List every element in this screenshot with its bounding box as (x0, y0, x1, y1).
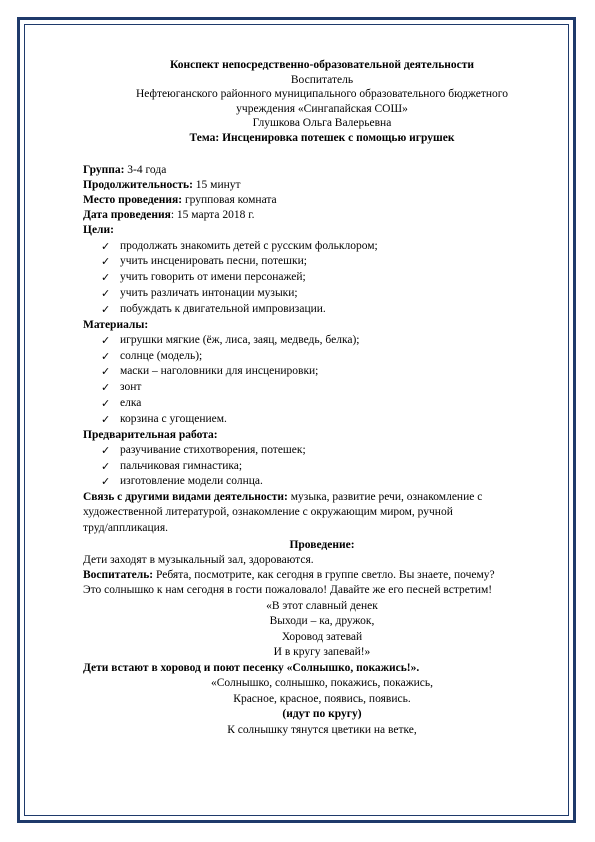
list-item: ✓ игрушки мягкие (ёж, лиса, заяц, медведь, белка); (101, 333, 360, 347)
checkmark-icon: ✓ (101, 381, 111, 395)
checkmark-icon: ✓ (101, 349, 111, 363)
poem-line: И в кругу запевай!» (273, 646, 371, 659)
document-title: Конспект непосредственно-образовательной деятельности (169, 59, 475, 71)
duration-line (83, 178, 561, 193)
poem-line: Выходи – ка, дружок, (269, 615, 375, 628)
topic-line (83, 131, 561, 146)
organization-line-2: учреждения «Сингапайская СОШ» (236, 102, 408, 115)
document-header (83, 58, 561, 146)
place-value: групповая комната (182, 193, 277, 206)
list-item: ✓ елка (101, 396, 142, 410)
date-label: Дата проведения (83, 209, 171, 222)
checkmark-icon: ✓ (101, 271, 111, 285)
prework-list (83, 443, 561, 490)
list-item: ✓ учить инсценировать песни, потешки; (101, 255, 307, 269)
links-line-1: Связь с другими видами деятельности: музыка, развитие речи, ознакомление с (83, 491, 483, 504)
procedure-heading: Проведение: (289, 538, 355, 551)
song-instruction: Дети встают в хоровод и поют песенку «Солнышко, покажись!». (83, 661, 420, 674)
poem-verse-2 (83, 676, 561, 738)
place-line (83, 193, 561, 208)
checkmark-icon: ✓ (101, 443, 111, 457)
list-item: ✓ разучивание стихотворения, потешек; (101, 443, 306, 457)
teacher-role: Воспитатель (290, 73, 354, 86)
author-name: Глушкова Ольга Валерьевна (252, 117, 392, 130)
list-item: ✓ зонт (101, 381, 142, 395)
poem-line: К солнышку тянутся цветики на ветке, (227, 723, 417, 736)
teacher-line-1: Воспитатель: Ребята, посмотрите, как сегодня в группе светло. Вы знаете, почему? (83, 569, 495, 582)
procedure-intro: Дети заходят в музыкальный зал, здороваются. (83, 553, 314, 566)
checkmark-icon: ✓ (101, 475, 111, 489)
checkmark-icon: ✓ (101, 459, 111, 473)
checkmark-icon: ✓ (101, 255, 111, 269)
checkmark-icon: ✓ (101, 239, 111, 253)
links-line-3: труд/аппликация. (83, 521, 168, 534)
list-item: ✓ пальчиковая гимнастика; (101, 459, 243, 473)
document-body (83, 58, 561, 739)
poem-line: Хоровод затевай (281, 630, 363, 643)
group-value: 3-4 года (124, 163, 167, 176)
duration-value: 15 минут (192, 178, 241, 191)
group-label: Группа: (83, 163, 125, 176)
list-item: ✓ маски – наголовники для инсценировки; (101, 365, 319, 379)
poem-verse-1 (83, 599, 561, 661)
list-item: ✓ учить различать интонации музыки; (101, 286, 298, 300)
checkmark-icon: ✓ (101, 286, 111, 300)
checkmark-icon: ✓ (101, 396, 111, 410)
list-item: ✓ учить говорить от имени персонажей; (101, 271, 306, 285)
materials-heading: Материалы: (83, 318, 149, 331)
checkmark-icon: ✓ (101, 333, 111, 347)
checkmark-icon: ✓ (101, 412, 111, 426)
list-item: ✓ солнце (модель); (101, 349, 203, 363)
list-item: ✓ корзина с угощением. (101, 412, 227, 426)
teacher-line-2: Это солнышко к нам сегодня в гости пожаловало! Давайте же его песней встретим! (83, 584, 493, 597)
poem-line: Красное, красное, появись, появись. (233, 692, 411, 705)
list-item: ✓ побуждать к двигательной импровизации. (101, 302, 326, 316)
date-value: : 15 марта 2018 г. (170, 209, 255, 222)
group-line (83, 163, 561, 178)
links-line-2: художественной литературой, ознакомление с окружающим миром, ручной (83, 506, 453, 519)
goals-list (83, 239, 561, 318)
place-label: Место проведения: (83, 193, 183, 206)
duration-label: Продолжительность: (83, 178, 193, 191)
goals-heading: Цели: (83, 224, 114, 237)
list-item: ✓ изготовление модели солнца. (101, 475, 263, 489)
teacher-label: Воспитатель: (83, 569, 154, 582)
prework-heading: Предварительная работа: (83, 428, 218, 441)
checkmark-icon: ✓ (101, 365, 111, 379)
info-block (83, 163, 561, 224)
links-label: Связь с другими видами деятельности: (83, 491, 288, 504)
poem-line: «В этот славный денек (266, 599, 378, 612)
date-line (83, 208, 561, 223)
checkmark-icon: ✓ (101, 302, 111, 316)
poem-line: «Солнышко, солнышко, покажись, покажись, (210, 677, 434, 690)
topic-label: Тема: (189, 131, 220, 144)
stage-direction: (идут по кругу) (282, 708, 362, 721)
topic-value: Инсценировка потешек с помощью игрушек (219, 131, 455, 144)
organization-line-1: Нефтеюганского районного муниципального образовательного бюджетного (136, 88, 508, 101)
materials-list (83, 333, 561, 428)
links-paragraph (83, 490, 561, 536)
list-item: ✓ продолжать знакомить детей с русским фольклором; (101, 239, 378, 253)
